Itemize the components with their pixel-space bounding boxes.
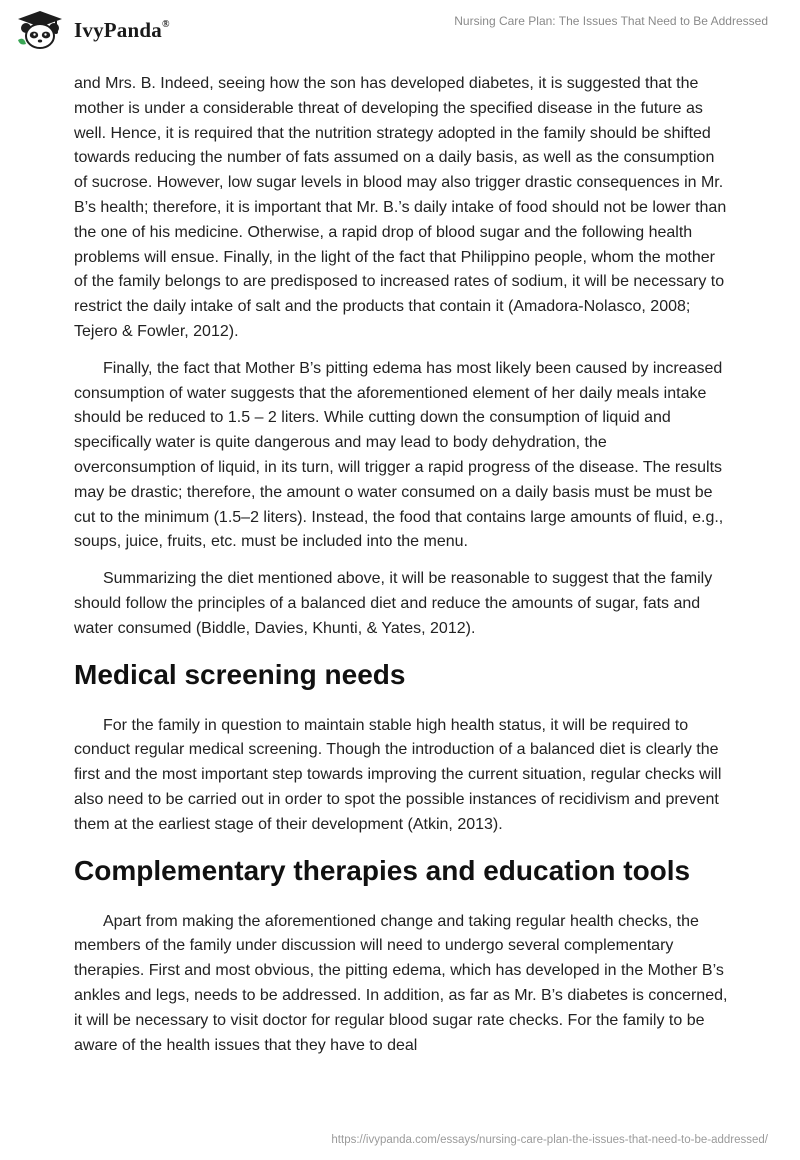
source-url[interactable]: https://ivypanda.com/essays/nursing-care-plan-the-issues-that-need-to-be-addressed/ <box>331 1134 768 1146</box>
paragraph-diet-summary: Summarizing the diet mentioned above, it will be reasonable to suggest that the family should follow the principles of a balanced diet and reduce the amounts of sugar, fats and water consumed (Biddle, Davies, Khunti, & Yates, 2012). <box>74 570 713 637</box>
heading-complementary-therapies: Complementary therapies and education tools <box>74 854 691 886</box>
paragraph-water-intake: Finally, the fact that Mother B’s pitting edema has most likely been caused by increased consumption of water suggests that the aforementioned element of her daily meals intake should be reduced to 1.5 – 2 liters. While cutting down the consumption of liquid and specifically water is quite dangerous and may lead to body dehydration, the overconsumption of liquid, in its turn, will trigger a rapid progress of the disease. The results may be drastic; therefore, the amount o water consumed on a daily basis must be must be cut to the minimum (1.5–2 liters). Instead, the food that contains large amounts of fluid, e.g., soups, juice, fruits, etc. must be included into the menu. <box>74 359 724 551</box>
panda-graduate-icon <box>14 10 66 50</box>
paragraph-diet-continued: and Mrs. B. Indeed, seeing how the son has developed diabetes, it is suggested that the mother is under a considerable threat of developing the specified disease in the future as well. Hence, it is required that the nutrition strategy adopted in the family should be shifted towards reducing the number of fats assumed on a daily basis, as well as the consumption of sucrose. However, low sugar levels in blood may also trigger drastic consequences in Mr. B’s health; therefore, it is important that Mr. B.’s daily intake of food should not be lower than the one of his medicine. Otherwise, a rapid drop of blood sugar and the following health problems will ensue. Finally, in the light of the fact that Philippino people, whom the mother of the family belongs to are predisposed to increased rates of sodium, it will be necessary to restrict the daily intake of salt and the products that contain it (Amadora-Nolasco, 2008; Tejero & Fowler, 2012). <box>74 75 727 340</box>
ivypanda-logo[interactable] <box>14 10 170 50</box>
essay-body <box>74 72 730 1070</box>
paragraph-therapies: Apart from making the aforementioned change and taking regular health checks, the members of the family under discussion will need to undergo several complementary therapies. First and most obvious, the pitting edema, which has developed in the Mother B’s ankles and legs, needs to be addressed. In addition, as far as Mr. B’s diabetes is concerned, it will be necessary to visit doctor for regular blood sugar rate checks. For the family to be aware of the health issues that they have to deal <box>74 912 728 1054</box>
paragraph-screening: For the family in question to maintain stable high health status, it will be required to conduct regular medical screening. Though the introduction of a balanced diet is clearly the first and the most important step towards improving the current situation, regular checks will also need to be carried out in order to spot the possible instances of recidivism and prevent them at the earliest stage of their development (Atkin, 2013). <box>74 716 722 833</box>
brand-name: IvyPanda® <box>74 17 170 42</box>
heading-medical-screening: Medical screening needs <box>74 658 406 690</box>
document-title: Nursing Care Plan: The Issues That Need to Be Addressed <box>454 14 768 28</box>
page-header <box>0 0 800 60</box>
